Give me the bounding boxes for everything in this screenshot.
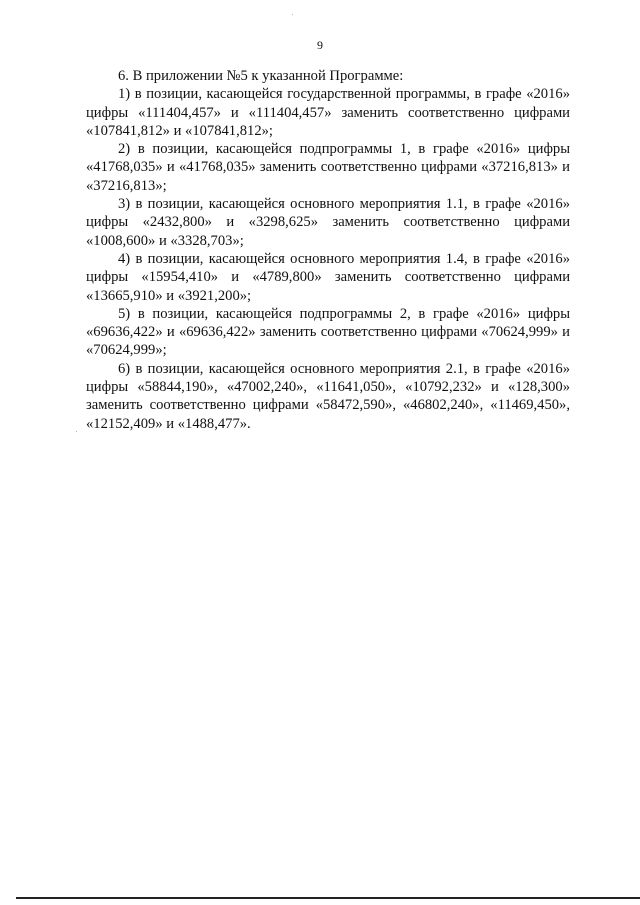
- list-item: 6) в позиции, касающейся основного мероприятия 2.1, в графе «2016» цифры «58844,190», «47002,240», «11641,050», «10792,232» и «128,300» заменить соответственно цифрами «58472,590», «46802,240», «11469,450», «12152,409» и «1488,477».: [86, 360, 570, 432]
- list-item: 3) в позиции, касающейся основного мероприятия 1.1, в графе «2016» цифры «2432,800» и «3298,625» заменить соответственно цифрами «1008,600» и «3328,703»;: [86, 196, 570, 249]
- page-number: 9: [317, 38, 323, 52]
- list-item: 4) в позиции, касающейся основного мероприятия 1.4, в графе «2016» цифры «15954,410» и «4789,800» заменить соответственно цифрами «13665,910» и «3921,200»;: [86, 250, 570, 304]
- list-item: 5) в позиции, касающейся подпрограммы 2, в графе «2016» цифры «69636,422» и «69636,422» заменить соответственно цифрами «70624,999» и «70624,999»;: [86, 305, 570, 359]
- document-body: [86, 67, 570, 433]
- section-heading: 6. В приложении №5 к указанной Программе:: [118, 68, 404, 84]
- scan-speck: [76, 431, 77, 432]
- list-item: 2) в позиции, касающейся подпрограммы 1, в графе «2016» цифры «41768,035» и «41768,035» заменить соответственно цифрами «37216,813» и «37216,813»;: [86, 141, 570, 194]
- list-item: 1) в позиции, касающейся государственной программы, в графе «2016» цифры «111404,457» и «111404,457» заменить соответственно цифрами «107841,812» и «107841,812»;: [86, 86, 570, 139]
- bottom-scan-edge: [16, 897, 640, 899]
- scan-speck: [292, 14, 293, 15]
